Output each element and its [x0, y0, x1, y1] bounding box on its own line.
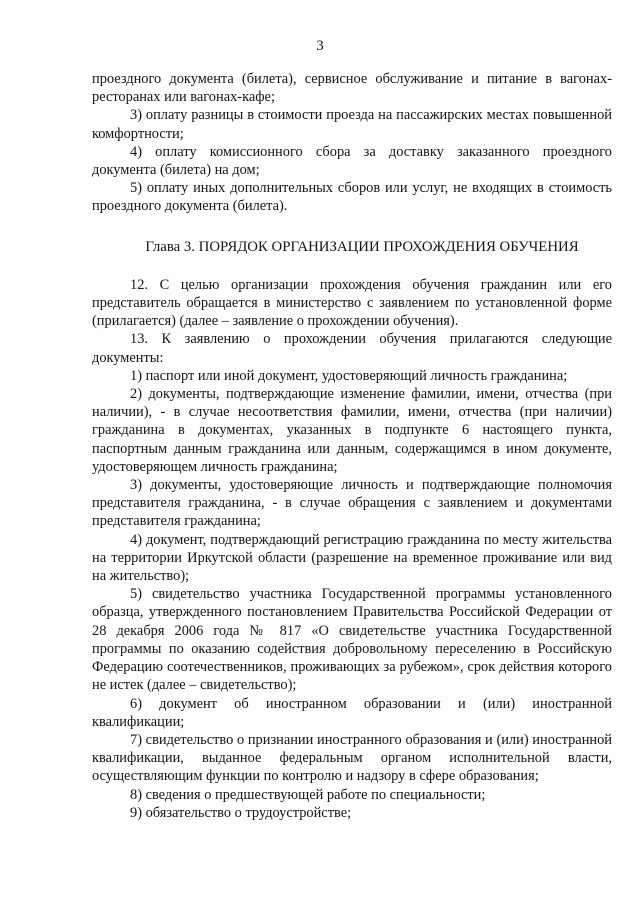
paragraph: 12. С целью организации прохождения обучения гражданин или его представитель обращается в министерство с заявлением по установленной форме (прилагается) (далее – заявление о прохождении обучения). [92, 276, 612, 330]
paragraph: 13. К заявлению о прохождении обучения прилагаются следующие документы: [92, 331, 612, 366]
paragraph: 5) оплату иных дополнительных сборов или услуг, не входящих в стоимость проездного документа (билета). [92, 180, 612, 215]
document-body [92, 70, 612, 822]
list-item: 4) документ, подтверждающий регистрацию гражданина по месту жительства на территории Иркутской области (разрешение на временное проживание или вид на жительство); [92, 531, 612, 585]
list-item: 7) свидетельство о признании иностранного образования и (или) иностранной квалификации, выданное федеральным органом исполнительной власти, осуществляющим функции по контролю и надзору в сфере образования; [92, 731, 612, 785]
list-item: 6) документ об иностранном образовании и (или) иностранной квалификации; [92, 695, 612, 730]
paragraph: 3) оплату разницы в стоимости проезда на пассажирских местах повышенной комфортности; [92, 107, 612, 142]
chapter-heading: Глава 3. ПОРЯДОК ОРГАНИЗАЦИИ ПРОХОЖДЕНИЯ ОБУЧЕНИЯ [145, 238, 579, 255]
paragraph: 4) оплату комиссионного сбора за доставку заказанного проездного документа (билета) на дом; [92, 143, 612, 179]
list-item: 9) обязательство о трудоустройстве; [130, 804, 352, 821]
list-item: 1) паспорт или иной документ, удостоверяющий личность гражданина; [130, 367, 568, 384]
list-item: 5) свидетельство участника Государственной программы установленного образца, утвержденного постановлением Правительства Российской Федерации от 28 декабря 2006 года № 817 «О свидетельстве участника Государственной программы по оказанию содействия добровольному переселению в Российскую Федерацию соотечественников, проживающих за рубежом», срок действия которого не истек (далее – свидетельство); [92, 586, 612, 694]
page-number: 3 [316, 38, 324, 54]
list-item: 2) документы, подтверждающие изменение фамилии, имени, отчества (при наличии), - в случае несоответствия фамилии, имени, отчества (при наличии) гражданина в документах, указанных в подпункте 6 настоящего пункта, паспортным данным гражданина или данным, содержащимся в ином документе, удостоверяющем личность гражданина; [92, 386, 612, 475]
list-item: 8) сведения о предшествующей работе по специальности; [130, 786, 486, 803]
list-item: 3) документы, удостоверяющие личность и подтверждающие полномочия представителя гражданина, - в случае обращения с заявлением и документами представителя гражданина; [92, 477, 612, 530]
paragraph-continuation: проездного документа (билета), сервисное обслуживание и питание в вагонах-ресторанах или вагонах-кафе; [92, 71, 612, 106]
